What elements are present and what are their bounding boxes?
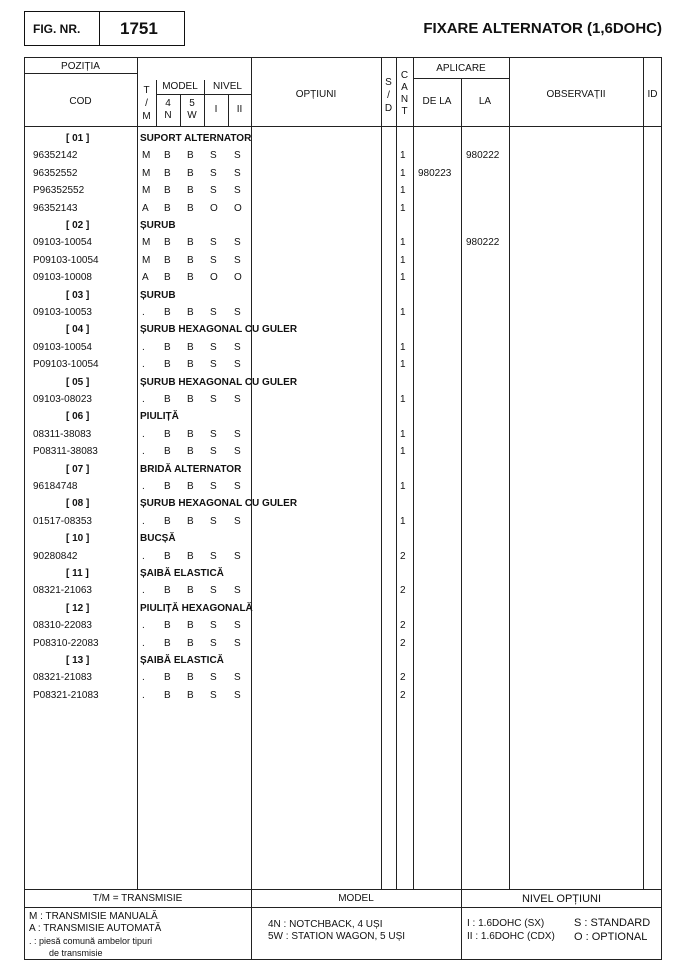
table-row (0, 359, 682, 373)
part-code: P08321-21083 (33, 689, 99, 701)
col-de-la: DE LA (422, 96, 452, 107)
quantity-cell: 1 (400, 272, 406, 284)
group-name: PIULIȚĂ (140, 411, 179, 423)
part-code: 09103-08023 (33, 394, 92, 405)
part-code: 96184748 (33, 481, 78, 492)
fig-number: 1751 (120, 19, 158, 38)
nivel-ii-cell: S (234, 620, 241, 632)
model-4n-cell: B (164, 585, 171, 597)
part-code: 08321-21083 (33, 672, 92, 684)
table-row (0, 237, 682, 251)
quantity-cell: 1 (400, 394, 406, 405)
quantity-cell: 1 (400, 254, 406, 266)
col-pozitia: POZIȚIA (61, 61, 100, 72)
table-row (0, 690, 682, 704)
model-5w-cell: B (187, 237, 194, 249)
model-5w-cell: B (187, 585, 194, 597)
quantity-cell: 2 (400, 620, 406, 632)
part-code: P08310-22083 (33, 637, 99, 649)
model-4n-cell: B (164, 254, 171, 266)
table-row (0, 307, 682, 321)
nivel-ii-cell: S (234, 341, 241, 353)
col-nivel-i: I (214, 104, 218, 115)
transmission-cell: . (142, 341, 145, 353)
model-5w-cell: B (187, 341, 194, 353)
table-row (0, 638, 682, 652)
col-nivel-ii: II (236, 104, 243, 115)
quantity-cell: 2 (400, 689, 406, 701)
nivel-ii-cell: S (234, 689, 241, 701)
nivel-ii-cell: O (234, 272, 242, 284)
quantity-cell: 2 (400, 637, 406, 649)
transmission-cell: . (142, 620, 145, 632)
table-row (0, 203, 682, 217)
col-sd: S / D (384, 77, 393, 114)
model-5w-cell: B (187, 150, 194, 162)
position-number: [ 04 ] (66, 324, 90, 336)
table-row (0, 516, 682, 530)
nivel-i-cell: S (210, 341, 217, 353)
nivel-ii-cell: S (234, 394, 241, 405)
part-code: 09103-10053 (33, 307, 92, 318)
nivel-i-cell: S (210, 428, 217, 440)
model-4n-cell: B (164, 185, 171, 197)
model-4n-cell: B (164, 637, 171, 649)
part-code: 90280842 (33, 550, 78, 562)
model-4n-cell: B (164, 150, 171, 162)
transmission-cell: . (142, 446, 145, 458)
quantity-cell: 1 (400, 167, 406, 179)
la-cell: 980222 (466, 150, 500, 162)
nivel-i-cell: S (210, 185, 217, 197)
quantity-cell: 1 (400, 341, 406, 353)
table-row (0, 255, 682, 269)
model-5w-cell: B (187, 202, 194, 214)
table-row (0, 446, 682, 460)
group-name: PIULIȚĂ HEXAGONALĂ (140, 602, 253, 614)
transmission-cell: . (142, 585, 145, 597)
table-row (0, 672, 682, 686)
position-number: [ 05 ] (66, 376, 90, 388)
table-row (0, 481, 682, 495)
model-4n-cell: B (164, 202, 171, 214)
transmission-cell: . (142, 689, 145, 701)
position-number: [ 10 ] (66, 533, 90, 545)
model-5w-cell: B (187, 515, 194, 527)
position-number: [ 12 ] (66, 602, 90, 614)
nivel-i-cell: S (210, 167, 217, 179)
group-row (0, 603, 682, 617)
transmission-cell: M (142, 254, 151, 266)
group-name: ȘURUB HEXAGONAL CU GULER (140, 376, 298, 388)
page-title: FIXARE ALTERNATOR (1,6DOHC) (423, 20, 662, 37)
position-number: [ 11 ] (66, 568, 89, 579)
part-code: 09103-10008 (33, 272, 92, 284)
nivel-i-cell: S (210, 620, 217, 632)
col-optiuni: OPȚIUNI (295, 89, 337, 100)
position-number: [ 06 ] (66, 411, 90, 423)
quantity-cell: 1 (400, 359, 406, 371)
footer-tm-title: T/M = TRANSMISIE (92, 893, 183, 904)
model-4n-cell: B (164, 394, 171, 405)
model-4n-cell: B (164, 167, 171, 179)
quantity-cell: 1 (400, 185, 406, 197)
model-4n-cell: B (164, 307, 171, 318)
part-code: 09103-10054 (33, 237, 92, 249)
model-4n-cell: B (164, 341, 171, 353)
nivel-i-cell: S (210, 359, 217, 371)
model-4n-cell: B (164, 620, 171, 632)
group-name: ȘURUB (140, 289, 176, 301)
model-5w-cell: B (187, 272, 194, 284)
transmission-cell: . (142, 307, 145, 318)
group-name: BRIDĂ ALTERNATOR (140, 463, 242, 475)
col-cant: C A N T (400, 70, 409, 117)
nivel-i-cell: S (210, 481, 217, 492)
table-row (0, 168, 682, 182)
nivel-ii-cell: S (234, 637, 241, 649)
group-name: ȘURUB HEXAGONAL CU GULER (140, 498, 298, 510)
footer-nivel-legend: I : 1.6DOHC (SX) II : 1.6DOHC (CDX) (467, 918, 555, 942)
nivel-ii-cell: S (234, 428, 241, 440)
model-4n-cell: B (164, 515, 171, 527)
group-row (0, 324, 682, 338)
model-5w-cell: B (187, 394, 194, 405)
fig-label: FIG. NR. (33, 22, 81, 36)
position-number: [ 02 ] (66, 220, 90, 231)
col-id: ID (647, 89, 658, 100)
model-5w-cell: B (187, 620, 194, 632)
group-row (0, 377, 682, 391)
nivel-ii-cell: O (234, 202, 242, 214)
model-4n-cell: B (164, 481, 171, 492)
group-row (0, 220, 682, 234)
part-code: P96352552 (33, 185, 85, 197)
nivel-i-cell: S (210, 150, 217, 162)
transmission-cell: . (142, 672, 145, 684)
transmission-cell: . (142, 515, 145, 527)
model-5w-cell: B (187, 254, 194, 266)
transmission-cell: M (142, 167, 151, 179)
transmission-cell: A (142, 272, 149, 284)
transmission-cell: M (142, 185, 151, 197)
model-4n-cell: B (164, 428, 171, 440)
table-row (0, 394, 682, 408)
nivel-i-cell: S (210, 637, 217, 649)
transmission-cell: . (142, 481, 145, 492)
col-nivel: NIVEL (213, 81, 242, 92)
la-cell: 980222 (466, 237, 500, 249)
transmission-cell: . (142, 359, 145, 371)
model-5w-cell: B (187, 359, 194, 371)
col-tm: T / M (142, 85, 151, 122)
nivel-i-cell: O (210, 202, 218, 214)
quantity-cell: 2 (400, 550, 406, 562)
nivel-i-cell: S (210, 550, 217, 562)
group-row (0, 290, 682, 304)
model-5w-cell: B (187, 185, 194, 197)
quantity-cell: 2 (400, 585, 406, 597)
part-code: P09103-10054 (33, 359, 99, 371)
model-4n-cell: B (164, 672, 171, 684)
group-row (0, 411, 682, 425)
model-5w-cell: B (187, 481, 194, 492)
nivel-i-cell: O (210, 272, 218, 284)
nivel-ii-cell: S (234, 515, 241, 527)
model-4n-cell: B (164, 359, 171, 371)
footer-nivel-title: NIVEL OPȚIUNI (521, 893, 602, 905)
footer-model-title: MODEL (338, 893, 374, 904)
quantity-cell: 1 (400, 202, 406, 214)
model-5w-cell: B (187, 307, 194, 318)
model-5w-cell: B (187, 672, 194, 684)
position-number: [ 03 ] (66, 289, 90, 301)
position-number: [ 01 ] (66, 133, 90, 144)
model-5w-cell: B (187, 428, 194, 440)
nivel-i-cell: S (210, 237, 217, 249)
nivel-i-cell: S (210, 446, 217, 458)
position-number: [ 08 ] (66, 498, 90, 510)
quantity-cell: 1 (400, 307, 406, 318)
group-name: SUPORT ALTERNATOR (140, 133, 252, 144)
transmission-cell: M (142, 237, 151, 249)
part-code: 01517-08353 (33, 515, 92, 527)
group-name: ȘURUB (140, 220, 176, 231)
table-row (0, 429, 682, 443)
part-code: 96352143 (33, 202, 78, 214)
table-row (0, 342, 682, 356)
part-code: 96352552 (33, 167, 78, 179)
group-row (0, 464, 682, 478)
model-5w-cell: B (187, 167, 194, 179)
position-number: [ 13 ] (66, 655, 90, 666)
nivel-ii-cell: S (234, 254, 241, 266)
col-la: LA (478, 96, 492, 107)
footer-nivel-codes: S : STANDARD O : OPTIONAL (574, 917, 651, 943)
transmission-cell: . (142, 428, 145, 440)
quantity-cell: 1 (400, 237, 406, 249)
model-4n-cell: B (164, 237, 171, 249)
group-row (0, 568, 682, 582)
transmission-cell: . (142, 394, 145, 405)
table-row (0, 185, 682, 199)
quantity-cell: 1 (400, 515, 406, 527)
model-4n-cell: B (164, 446, 171, 458)
group-name: ȘAIBĂ ELASTICĂ (140, 655, 224, 666)
model-5w-cell: B (187, 637, 194, 649)
part-code: P08311-38083 (33, 446, 98, 458)
table-row (0, 551, 682, 565)
quantity-cell: 1 (400, 446, 406, 458)
table-row (0, 585, 682, 599)
nivel-i-cell: S (210, 515, 217, 527)
group-name: BUCȘĂ (140, 533, 176, 545)
table-row (0, 272, 682, 286)
quantity-cell: 1 (400, 481, 406, 492)
model-5w-cell: B (187, 446, 194, 458)
quantity-cell: 2 (400, 672, 406, 684)
transmission-cell: . (142, 550, 145, 562)
part-code: 08321-21063 (33, 585, 92, 597)
part-code: 08311-38083 (33, 428, 92, 440)
nivel-ii-cell: S (234, 585, 241, 597)
transmission-cell: A (142, 202, 149, 214)
nivel-ii-cell: S (234, 307, 241, 318)
col-observatii: OBSERVAȚII (546, 89, 606, 100)
group-row (0, 133, 682, 147)
transmission-cell: M (142, 150, 151, 162)
model-5w-cell: B (187, 689, 194, 701)
nivel-ii-cell: S (234, 167, 241, 179)
group-row (0, 498, 682, 512)
transmission-cell: . (142, 637, 145, 649)
col-aplicare: APLICARE (436, 63, 486, 74)
part-code: 08310-22083 (33, 620, 92, 632)
nivel-ii-cell: S (234, 185, 241, 197)
nivel-ii-cell: S (234, 481, 241, 492)
table-row (0, 150, 682, 164)
quantity-cell: 1 (400, 150, 406, 162)
col-model-5w: 5 W (187, 98, 197, 121)
nivel-i-cell: S (210, 689, 217, 701)
group-name: ȘAIBĂ ELASTICĂ (140, 568, 224, 579)
table-row (0, 620, 682, 634)
col-model: MODEL (162, 81, 198, 92)
nivel-i-cell: S (210, 307, 217, 318)
nivel-ii-cell: S (234, 359, 241, 371)
model-4n-cell: B (164, 550, 171, 562)
part-code: 96352142 (33, 150, 78, 162)
position-number: [ 07 ] (66, 463, 90, 475)
de-la-cell: 980223 (418, 167, 452, 179)
nivel-i-cell: S (210, 394, 217, 405)
model-5w-cell: B (187, 550, 194, 562)
nivel-i-cell: S (210, 672, 217, 684)
group-name: ȘURUB HEXAGONAL CU GULER (140, 324, 298, 336)
nivel-i-cell: S (210, 254, 217, 266)
footer-model-legend: 4N : NOTCHBACK, 4 UȘI 5W : STATION WAGON, 5 UȘI (268, 919, 406, 942)
nivel-ii-cell: S (234, 550, 241, 562)
footer-tm-legend: M : TRANSMISIE MANUALĂ A : TRANSMISIE AUTOMATĂ . : piesă comună ambelor tipuri de transmisie (29, 911, 162, 958)
model-4n-cell: B (164, 689, 171, 701)
nivel-ii-cell: S (234, 446, 241, 458)
nivel-i-cell: S (210, 585, 217, 597)
col-model-4n: 4 N (164, 98, 172, 121)
part-code: 09103-10054 (33, 341, 92, 353)
model-4n-cell: B (164, 272, 171, 284)
nivel-ii-cell: S (234, 672, 241, 684)
group-row (0, 655, 682, 669)
group-row (0, 533, 682, 547)
part-code: P09103-10054 (33, 254, 99, 266)
nivel-ii-cell: S (234, 237, 241, 249)
col-cod: COD (69, 96, 92, 107)
nivel-ii-cell: S (234, 150, 241, 162)
quantity-cell: 1 (400, 428, 406, 440)
